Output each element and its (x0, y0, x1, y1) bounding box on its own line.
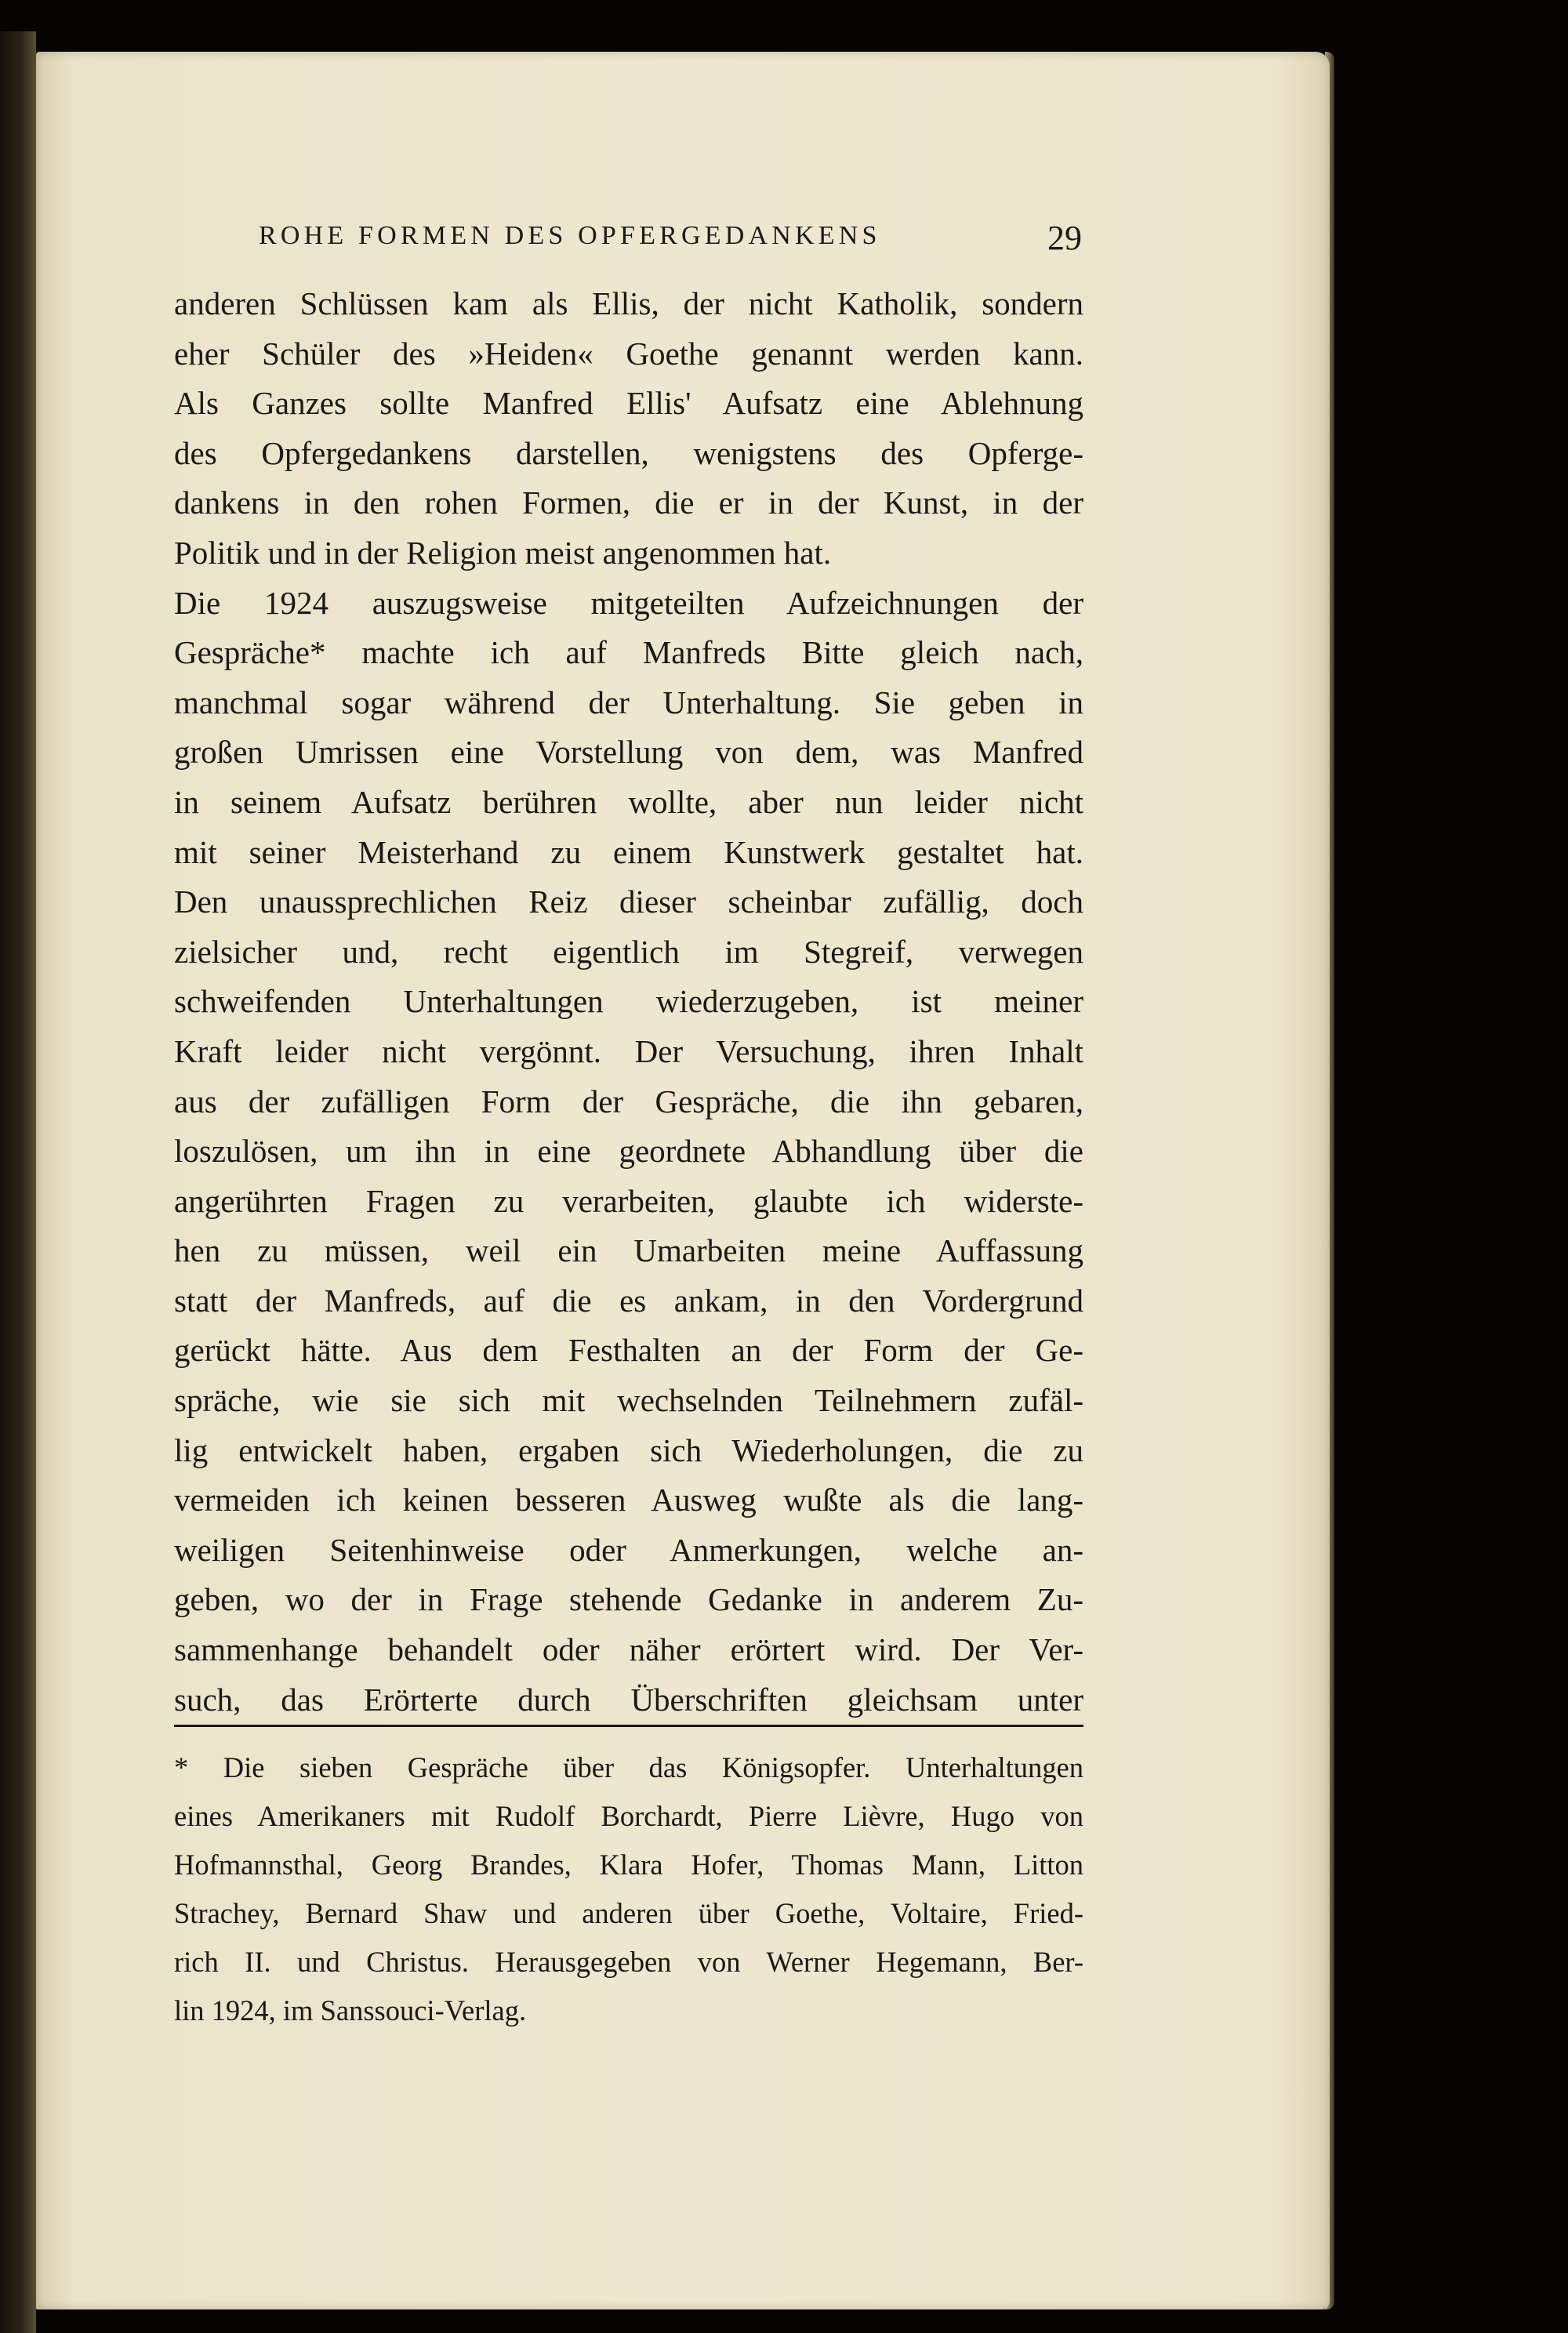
text-line: zielsicher und, recht eigentlich im Stegreif, verwegen (174, 933, 1083, 970)
text-line: schweifenden Unterhaltungen wiederzugeben, ist meiner (174, 983, 1083, 1020)
text-line: geben, wo der in Frage stehende Gedanke in anderem Zu- (174, 1581, 1083, 1618)
text-line: manchmal sogar während der Unterhaltung. Sie geben in (174, 684, 1083, 720)
text-line: angerührten Fragen zu verarbeiten, glaubte ich widerste- (174, 1182, 1083, 1219)
text-line: hen zu müssen, weil ein Umarbeiten meine Auffassung (174, 1232, 1083, 1269)
footnote-line: eines Amerikaners mit Rudolf Borchardt, Pierre Lièvre, Hugo von (174, 1800, 1083, 1832)
running-title: ROHE FORMEN DES OPFERGEDANKENS (259, 221, 881, 250)
text-line: aus der zufälligen Form der Gespräche, die ihn gebaren, (174, 1083, 1083, 1119)
text-line: gerückt hätte. Aus dem Festhalten an der Form der Ge- (174, 1332, 1083, 1369)
footnote-line: lin 1924, im Sanssouci-Verlag. (174, 1994, 527, 2026)
text-line: Kraft leider nicht vergönnt. Der Versuchung, ihren Inhalt (174, 1032, 1083, 1069)
footnote-line: Strachey, Bernard Shaw und anderen über Goethe, Voltaire, Fried- (174, 1897, 1083, 1929)
body-text (174, 279, 1083, 1725)
text-line: lig entwickelt haben, ergaben sich Wiederholungen, die zu (174, 1431, 1083, 1468)
text-line: spräche, wie sie sich mit wechselnden Teilnehmern zufäl- (174, 1382, 1083, 1419)
text-line: Politik und in der Religion meist angenommen hat. (174, 534, 832, 571)
text-line: des Opfergedankens darstellen, wenigstens des Opferge- (174, 434, 1083, 471)
text-line: such, das Erörterte durch Überschriften gleichsam unter (174, 1681, 1083, 1718)
text-line: Gespräche* machte ich auf Manfreds Bitte gleich nach, (174, 634, 1083, 671)
footnote-line: * Die sieben Gespräche über das Königsopfer. Unterhaltungen (174, 1751, 1083, 1783)
book-spine (0, 31, 36, 2333)
text-line: Die 1924 auszugsweise mitgeteilten Aufzeichnungen der (174, 584, 1083, 621)
text-line: loszulösen, um ihn in eine geordnete Abhandlung über die (174, 1133, 1083, 1170)
footnote-rule (174, 1725, 1083, 1727)
text-line: großen Umrissen eine Vorstellung von dem, was Manfred (174, 734, 1083, 771)
text-line: mit seiner Meisterhand zu einem Kunstwerk gestaltet hat. (174, 833, 1083, 870)
text-line: Als Ganzes sollte Manfred Ellis' Aufsatz eine Ablehnung (174, 385, 1083, 422)
text-line: Den unaussprechlichen Reiz dieser scheinbar zufällig, doch (174, 883, 1083, 920)
text-line: in seinem Aufsatz berühren wollte, aber nun leider nicht (174, 783, 1083, 820)
text-line: weiligen Seitenhinweise oder Anmerkungen, welche an- (174, 1531, 1083, 1568)
footnote-line: rich II. und Christus. Herausgegeben von Werner Hegemann, Ber- (174, 1946, 1083, 1978)
text-line: sammenhange behandelt oder näher erörtert wird. Der Ver- (174, 1631, 1083, 1668)
text-line: vermeiden ich keinen besseren Ausweg wußte als die lang- (174, 1482, 1083, 1518)
page-number: 29 (1047, 219, 1082, 257)
running-head (259, 221, 1082, 268)
text-line: eher Schüler des »Heiden« Goethe genannt werden kann. (174, 335, 1083, 372)
text-line: statt der Manfreds, auf die es ankam, in den Vordergrund (174, 1282, 1083, 1319)
text-line: dankens in den rohen Formen, die er in der Kunst, in der (174, 484, 1083, 521)
footnote-line: Hofmannsthal, Georg Brandes, Klara Hofer, Thomas Mann, Litton (174, 1849, 1083, 1881)
footnote (174, 1743, 1083, 2035)
text-line: anderen Schlüssen kam als Ellis, der nicht Katholik, sondern (174, 285, 1083, 321)
